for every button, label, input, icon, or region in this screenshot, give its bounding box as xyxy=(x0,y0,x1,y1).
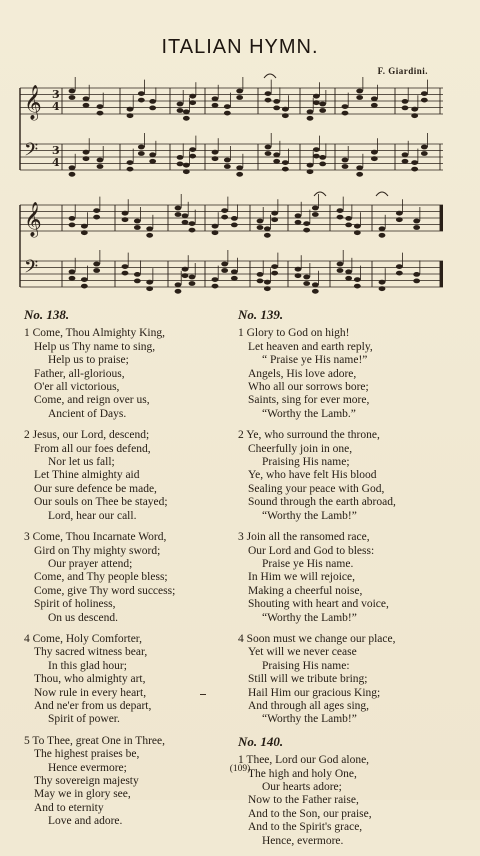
note-head xyxy=(396,271,403,276)
note-head xyxy=(307,109,314,114)
verse xyxy=(238,531,458,625)
note-head xyxy=(127,167,134,172)
note-head xyxy=(189,94,196,99)
note-head xyxy=(231,269,238,274)
verse xyxy=(24,429,224,523)
note-head xyxy=(402,152,409,157)
hymn-number: No. 140. xyxy=(238,733,284,749)
verse-line: Now to the Father raise, xyxy=(248,794,359,807)
note-head xyxy=(411,107,418,112)
note-head xyxy=(212,150,219,155)
note-head xyxy=(236,95,243,100)
note-head xyxy=(189,221,196,226)
verse-line: 2 Ye, who surround the throne, xyxy=(238,429,380,442)
note-head xyxy=(303,281,310,286)
note-head xyxy=(421,151,428,156)
note-head xyxy=(93,215,100,220)
note-head xyxy=(189,275,196,280)
note-head xyxy=(307,169,314,174)
note-head xyxy=(312,206,319,211)
note-head xyxy=(183,109,190,114)
note-head xyxy=(212,224,219,229)
verse-line: Help us to praise; xyxy=(48,354,129,367)
note-head xyxy=(81,230,88,235)
note-head xyxy=(354,277,361,282)
note-head xyxy=(182,220,189,225)
verse-line: Praise ye His name. xyxy=(262,557,354,570)
note-head xyxy=(295,267,302,272)
verse-line: Ye, who have felt His blood xyxy=(248,469,377,482)
note-head xyxy=(97,111,104,116)
note-head xyxy=(354,230,361,235)
verse-line: “Worthy the Lamb!” xyxy=(262,509,357,522)
note-head xyxy=(413,279,420,284)
verse-line: In Him we will rejoice, xyxy=(248,571,355,584)
note-head xyxy=(221,215,228,220)
note-head xyxy=(231,223,238,228)
note-head xyxy=(224,104,231,109)
note-head xyxy=(257,272,264,277)
note-head xyxy=(257,279,264,284)
verse-line: Let heaven and earth reply, xyxy=(248,340,373,353)
verse-line: “Worthy the Lamb!” xyxy=(262,611,357,624)
note-head xyxy=(127,113,134,118)
verse-line: Cheerfully join in one, xyxy=(248,442,353,455)
note-head xyxy=(265,98,272,103)
verse-line: Shouting with heart and voice, xyxy=(248,598,389,611)
note-head xyxy=(411,167,418,172)
note-head xyxy=(411,113,418,118)
note-head xyxy=(69,276,76,281)
note-head xyxy=(175,206,182,211)
note-head xyxy=(146,280,153,285)
verse-line: Making a cheerful noise, xyxy=(248,584,363,597)
note-head xyxy=(175,282,182,287)
note-head xyxy=(127,107,134,112)
verse-line: Hence evermore; xyxy=(48,761,127,774)
note-head xyxy=(312,212,319,217)
verse-line: Let Thine almighty aid xyxy=(34,469,140,482)
time-signature: 3 xyxy=(52,88,60,101)
note-head xyxy=(149,99,156,104)
note-head xyxy=(312,289,319,294)
note-head xyxy=(356,165,363,170)
note-head xyxy=(177,155,184,160)
note-head xyxy=(189,100,196,105)
note-head xyxy=(356,95,363,100)
note-head xyxy=(282,167,289,172)
note-head xyxy=(303,221,310,226)
note-head xyxy=(69,165,76,170)
note-head xyxy=(282,113,289,118)
verse-line: Come, and Thy people bless; xyxy=(34,571,168,584)
note-head xyxy=(231,276,238,281)
note-head xyxy=(69,95,76,100)
fermata xyxy=(376,192,388,196)
note-head xyxy=(212,284,219,289)
verse-line: May we in glory see, xyxy=(34,788,131,801)
note-head xyxy=(379,233,386,238)
note-head xyxy=(421,145,428,150)
note-head xyxy=(83,103,90,108)
note-head xyxy=(402,106,409,111)
note-head xyxy=(342,158,349,163)
note-head xyxy=(295,273,302,278)
note-head xyxy=(342,104,349,109)
note-head xyxy=(175,212,182,217)
verse-line: Hence, evermore. xyxy=(262,834,344,847)
note-head xyxy=(177,108,184,113)
verse-line: Our hearts adore; xyxy=(262,781,342,793)
verse-line: Ancient of Days. xyxy=(48,407,127,420)
note-head xyxy=(345,276,352,281)
note-head xyxy=(134,219,141,224)
note-head xyxy=(122,217,129,222)
note-head xyxy=(396,217,403,222)
note-head xyxy=(221,208,228,213)
note-head xyxy=(273,106,280,111)
note-head xyxy=(83,96,90,101)
note-head xyxy=(271,217,278,222)
final-barline xyxy=(440,261,443,287)
verse-line: Sealing your peace with God, xyxy=(248,482,385,495)
verse-line: And to the Spirit's grace, xyxy=(248,821,363,834)
verse-line: Our Lord and God to bless: xyxy=(248,544,375,557)
verse-line: “ Praise ye His name!” xyxy=(262,354,368,367)
verse-line: Father, all-glorious, xyxy=(34,367,125,380)
note-head xyxy=(271,264,278,269)
note-head xyxy=(313,94,320,99)
time-signature: 3 xyxy=(52,144,60,157)
verse-line: And to the Son, our praise, xyxy=(248,807,372,820)
note-head xyxy=(356,89,363,94)
verse-line: The highest praises be, xyxy=(34,748,140,761)
note-head xyxy=(265,91,272,96)
note-head xyxy=(402,159,409,164)
note-head xyxy=(149,159,156,164)
note-head xyxy=(127,160,134,165)
note-head xyxy=(264,286,271,291)
verse-line: Yet will we never cease xyxy=(248,646,357,659)
verse-line: Spirit of holiness, xyxy=(34,598,116,611)
note-head xyxy=(354,284,361,289)
verse-line: O'er all victorious, xyxy=(34,381,120,394)
note-head xyxy=(303,228,310,233)
note-head xyxy=(134,279,141,284)
bass-clef: 𝄢 xyxy=(24,140,39,165)
verse xyxy=(24,327,224,421)
verse-line: 5 To Thee, great One in Three, xyxy=(24,734,165,747)
verse-line: Gird on Thy mighty sword; xyxy=(34,544,161,557)
note-head xyxy=(177,162,184,167)
note-head xyxy=(212,103,219,108)
verse-line: 3 Come, Thou Incarnate Word, xyxy=(24,531,167,544)
note-head xyxy=(189,154,196,159)
time-signature: 4 xyxy=(52,100,60,113)
bass-clef: 𝄢 xyxy=(24,257,39,282)
note-head xyxy=(282,160,289,165)
note-head xyxy=(97,164,104,169)
note-head xyxy=(396,211,403,216)
verse-line: Thy sovereign majesty xyxy=(34,775,139,787)
verse xyxy=(24,531,224,625)
verse-line: 4 Come, Holy Comforter, xyxy=(24,632,143,645)
verse-line: “Worthy the Lamb!” xyxy=(262,713,357,726)
note-head xyxy=(183,163,190,168)
note-head xyxy=(411,160,418,165)
note-head xyxy=(182,267,189,272)
note-head xyxy=(345,269,352,274)
note-head xyxy=(402,99,409,104)
note-head xyxy=(221,262,228,267)
note-head xyxy=(81,224,88,229)
note-head xyxy=(69,172,76,177)
note-head xyxy=(413,272,420,277)
verse xyxy=(24,633,224,727)
treble-clef: 𝄞 xyxy=(24,202,42,237)
verse-line: 4 Soon must we change our place, xyxy=(238,632,396,645)
note-head xyxy=(134,225,141,230)
note-head xyxy=(93,268,100,273)
verse-line: Our prayer attend; xyxy=(48,557,133,570)
note-head xyxy=(177,102,184,107)
verse-line: Saints, sing for ever more, xyxy=(248,394,370,407)
verse-line: And ne'er from us depart, xyxy=(34,699,152,712)
note-head xyxy=(303,275,310,280)
note-head xyxy=(413,219,420,224)
verse-line: Praising His name; xyxy=(262,456,350,469)
hymn-title: ITALIAN HYMN. xyxy=(161,36,319,58)
verse-line: From all our foes defend, xyxy=(34,442,151,455)
note-head xyxy=(271,211,278,216)
left-column xyxy=(24,308,224,837)
sheet-music xyxy=(0,0,480,310)
note-head xyxy=(421,91,428,96)
note-head xyxy=(313,154,320,159)
verse xyxy=(24,735,224,829)
note-head xyxy=(122,271,129,276)
note-head xyxy=(83,156,90,161)
verse-line: In this glad hour; xyxy=(48,659,127,672)
note-head xyxy=(295,213,302,218)
note-head xyxy=(149,152,156,157)
note-head xyxy=(371,96,378,101)
note-head xyxy=(371,150,378,155)
verse-line: 1 Glory to God on high! xyxy=(238,327,350,340)
note-head xyxy=(93,262,100,267)
verse-line: 1 Come, Thou Almighty King, xyxy=(24,327,165,340)
verse-line: Love and adore. xyxy=(48,815,123,828)
note-head xyxy=(122,211,129,216)
verse-line: 2 Jesus, our Lord, descend; xyxy=(24,429,150,442)
note-head xyxy=(379,280,386,285)
note-head xyxy=(236,172,243,177)
verse-line: “Worthy the Lamb.” xyxy=(262,407,356,420)
note-head xyxy=(122,264,129,269)
note-head xyxy=(138,91,145,96)
verse-line: Angels, His love adore, xyxy=(248,367,357,380)
verse xyxy=(238,429,458,523)
note-head xyxy=(337,215,344,220)
note-head xyxy=(69,223,76,228)
verse-line: Come, and reign over us, xyxy=(34,394,150,407)
note-head xyxy=(183,116,190,121)
note-head xyxy=(97,158,104,163)
note-head xyxy=(189,281,196,286)
note-head xyxy=(212,277,219,282)
note-head xyxy=(354,224,361,229)
note-head xyxy=(81,284,88,289)
note-head xyxy=(183,169,190,174)
note-head xyxy=(138,98,145,103)
note-head xyxy=(257,219,264,224)
note-head xyxy=(97,104,104,109)
note-head xyxy=(236,89,243,94)
note-head xyxy=(312,282,319,287)
verse-line: The high and holy One, xyxy=(248,767,357,780)
note-head xyxy=(189,228,196,233)
note-head xyxy=(146,226,153,231)
note-head xyxy=(224,111,231,116)
note-head xyxy=(273,152,280,157)
note-head xyxy=(265,145,272,150)
note-head xyxy=(149,106,156,111)
note-head xyxy=(396,264,403,269)
note-head xyxy=(295,220,302,225)
note-head xyxy=(313,147,320,152)
note-head xyxy=(212,156,219,161)
note-head xyxy=(175,289,182,294)
note-head xyxy=(337,262,344,267)
note-head xyxy=(69,89,76,94)
note-head xyxy=(319,108,326,113)
treble-clef: 𝄞 xyxy=(24,85,42,120)
note-head xyxy=(356,172,363,177)
note-head xyxy=(337,208,344,213)
verse-line: Our sure defence be made, xyxy=(34,482,157,495)
final-barline xyxy=(440,205,443,231)
time-signature: 4 xyxy=(52,156,60,169)
note-head xyxy=(345,216,352,221)
verse-line: Nor let us fall; xyxy=(48,456,115,469)
note-head xyxy=(134,272,141,277)
note-head xyxy=(342,111,349,116)
note-head xyxy=(282,107,289,112)
note-head xyxy=(138,145,145,150)
note-head xyxy=(319,155,326,160)
note-head xyxy=(313,100,320,105)
verse-line: Our souls on Thee be stayed; xyxy=(34,496,168,509)
note-head xyxy=(307,116,314,121)
page-number: (109) xyxy=(229,764,251,774)
verse-line: And through all ages sing, xyxy=(248,699,370,712)
margin-mark xyxy=(200,694,206,695)
verse-line: Hail Him our gracious King; xyxy=(248,686,381,699)
note-head xyxy=(146,286,153,291)
note-head xyxy=(224,164,231,169)
verse-line: On us descend. xyxy=(48,611,118,624)
composer-name: F. Giardini. xyxy=(377,66,428,76)
verse-line: Thou, who almighty art, xyxy=(34,673,146,686)
note-head xyxy=(421,98,428,103)
fermata xyxy=(314,192,326,196)
note-head xyxy=(83,150,90,155)
verse-line: 1 Thee, Lord our God alone, xyxy=(238,754,370,767)
verse-line: Who all our sorrows bore; xyxy=(248,381,369,394)
note-head xyxy=(231,216,238,221)
hymn-number: No. 138. xyxy=(24,307,70,322)
note-head xyxy=(265,151,272,156)
note-head xyxy=(371,103,378,108)
hymn-number: No. 139. xyxy=(238,307,284,322)
note-head xyxy=(345,223,352,228)
note-head xyxy=(182,213,189,218)
note-head xyxy=(371,156,378,161)
verse-line: 3 Join all the ransomed race, xyxy=(238,531,370,544)
note-head xyxy=(221,268,228,273)
note-head xyxy=(236,165,243,170)
verse-line: Sound through the earth abroad, xyxy=(248,496,396,509)
note-head xyxy=(264,233,271,238)
note-head xyxy=(182,273,189,278)
note-head xyxy=(224,158,231,163)
note-head xyxy=(319,102,326,107)
note-head xyxy=(379,286,386,291)
note-head xyxy=(212,96,219,101)
verse-line: Still will we tribute bring; xyxy=(248,673,368,686)
note-head xyxy=(337,268,344,273)
fermata xyxy=(264,74,276,78)
verse-line: Lord, hear our call. xyxy=(48,509,137,522)
verse-line: Thy sacred witness bear, xyxy=(34,646,148,659)
verse-line: And to eternity xyxy=(34,801,104,814)
note-head xyxy=(257,225,264,230)
note-head xyxy=(342,164,349,169)
note-head xyxy=(413,225,420,230)
verse xyxy=(238,633,458,727)
note-head xyxy=(93,208,100,213)
note-head xyxy=(189,147,196,152)
note-head xyxy=(307,163,314,168)
note-head xyxy=(81,277,88,282)
note-head xyxy=(319,162,326,167)
note-head xyxy=(264,226,271,231)
verse-line: Help us Thy name to sing, xyxy=(34,340,156,353)
note-head xyxy=(212,230,219,235)
note-head xyxy=(273,159,280,164)
verse-line: Spirit of power. xyxy=(48,713,120,726)
note-head xyxy=(69,216,76,221)
verse-line: Praising His name: xyxy=(262,659,350,672)
verse-line: Come, give Thy word success; xyxy=(34,584,176,597)
note-head xyxy=(146,233,153,238)
note-head xyxy=(379,226,386,231)
note-head xyxy=(69,269,76,274)
verse xyxy=(238,327,458,421)
verse-line: Now rule in every heart, xyxy=(34,686,147,699)
note-head xyxy=(264,280,271,285)
note-head xyxy=(273,99,280,104)
note-head xyxy=(271,271,278,276)
note-head xyxy=(138,151,145,156)
